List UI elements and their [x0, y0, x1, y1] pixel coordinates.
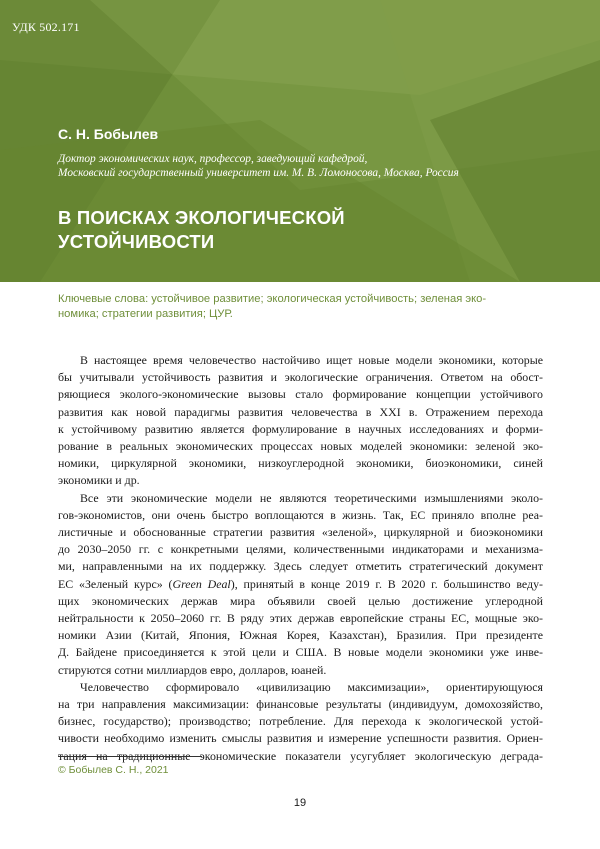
body-line: Все эти экономические модели не являются теоретическими измышлениями эколо-	[80, 490, 543, 505]
body-line: Человечество сформировало «цивилизацию максимизации», ориентирующуюся	[80, 679, 543, 694]
keywords-line: Ключевые слова: устойчивое развитие; экологическая устойчивость; зеленая эко-	[58, 293, 487, 305]
body-line: номики Азии (Китай, Япония, Южная Корея, Казахстан), Бразилия. При президенте	[58, 628, 543, 643]
body-line: на три направления максимизации: финансовые результаты (индивидуум, домохозяйство,	[58, 697, 543, 712]
page-number: 19	[293, 797, 307, 809]
affiliation-line: Московский государственный университет им. М. В. Ломоносова, Москва, Россия	[58, 167, 459, 179]
body-line: В настоящее время человечество настойчиво ищет новые модели экономики, которые	[80, 353, 543, 367]
udk-code: УДК 502.171	[12, 20, 80, 34]
body-line: Д. Байдене присоединяется к этой цели и США. В новые модели экономики уже инве-	[58, 645, 543, 660]
body-line: номики, циркулярной экономики, низкоуглеродной экономики, биоэкономики, синей	[58, 456, 543, 471]
copyright-footnote: © Бобылев С. Н., 2021	[58, 764, 169, 776]
italic-term: Green Deal	[172, 576, 231, 591]
body-line: бизнес, государство); производство; потребление. Для перехода к экологической устой-	[58, 714, 543, 729]
body-line: тация на традиционные экономические показатели усугубляет экологическую деграда-	[58, 748, 543, 763]
body-line: ми, направленными на их поддержку. Здесь следует отметить стратегический документ	[58, 559, 543, 574]
body-line: развития как новой парадигмы развития человечества в XXI в. Отражением перехода	[58, 404, 543, 419]
body-line: до 2030–2050 гг. с конкретными целями, количественными индикаторами и механизма-	[58, 542, 543, 557]
body-line: гов-экономистов, они очень быстро воплощаются в жизнь. Так, ЕС приняло вполне реа-	[58, 507, 543, 522]
keywords-line: номика; стратегии развития; ЦУР.	[58, 308, 233, 320]
body-line: чивости необходимо изменить смыслы развития и измерение успешности развития. Ориен-	[58, 731, 543, 746]
body-line: ЕС «Зеленый курс» (Green Deal), принятый в конце 2019 г. В 2020 г. большинство веду-	[58, 576, 543, 591]
body-line: к устойчивому развитию является формулирование в научных исследованиях и форми-	[58, 421, 543, 436]
body-line: нейтральности к 2050–2060 гг. В ряду этих держав европейские страны ЕС, мощные эко-	[58, 611, 543, 626]
author-name: С. Н. Бобылев	[58, 126, 159, 142]
title-line: В ПОИСКАХ ЭКОЛОГИЧЕСКОЙ	[58, 207, 345, 228]
body-line: рование в реальных экономических процессах новых моделей экономики: зеленой эко-	[58, 439, 543, 454]
affiliation-line: Доктор экономических наук, профессор, заведующий кафедрой,	[58, 153, 368, 165]
footnote-divider	[58, 756, 202, 757]
keywords	[58, 292, 543, 322]
header-banner	[0, 0, 600, 282]
body-line: щих экономических держав мира объявили своей целью достижение углеродной	[58, 593, 543, 608]
body-line: экономики и др.	[58, 473, 140, 488]
article-title	[58, 206, 538, 254]
body-line: бы учитывали устойчивость развития и экологические ограничения. Ответом на обост-	[58, 370, 543, 385]
body-line: стируются сотни миллиардов евро, долларов, юаней.	[58, 662, 327, 677]
body-line: ряющиеся эколого-экономические вызовы стало формирование концепции устойчивого	[58, 387, 543, 402]
article-body	[58, 352, 543, 765]
author-affiliation	[58, 152, 558, 180]
title-line: УСТОЙЧИВОСТИ	[58, 231, 215, 252]
body-line: листичные и обоснованные стратегии развития «зеленой», циркулярной и биоэкономики	[58, 525, 543, 540]
